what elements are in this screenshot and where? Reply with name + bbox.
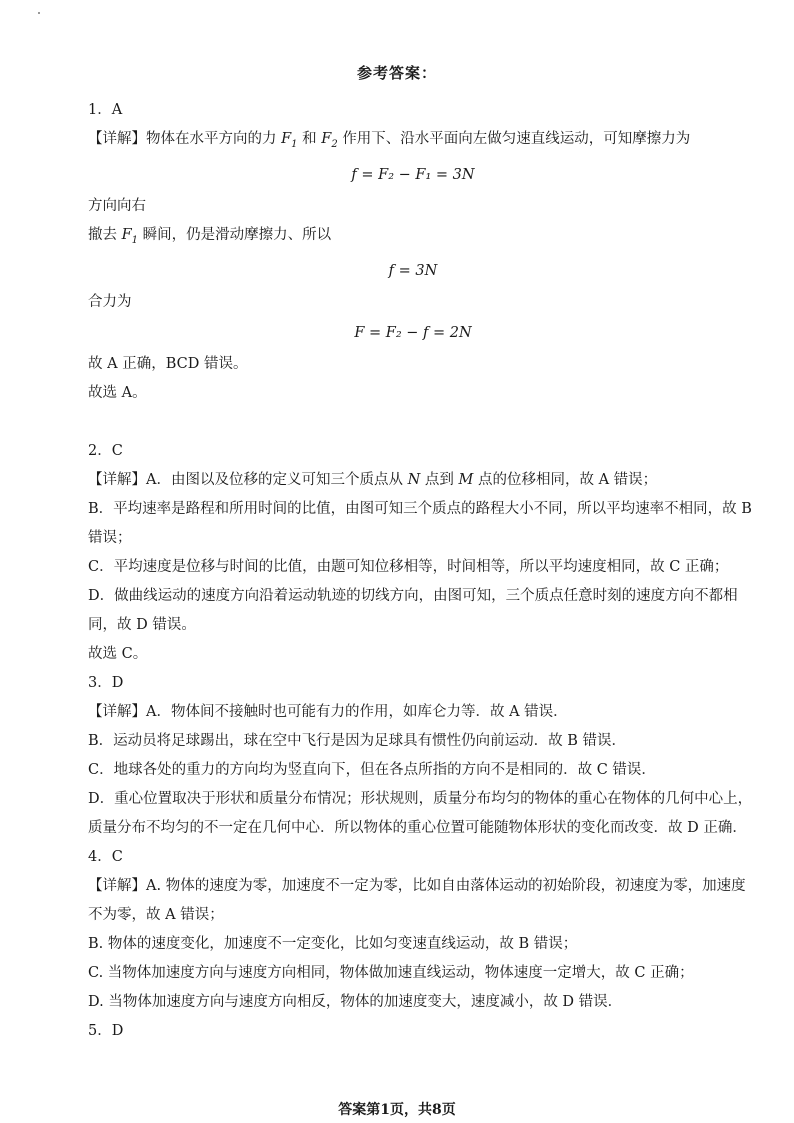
q1-text-1b: 和 (302, 131, 317, 147)
q1-tag: 【详解】 (88, 131, 146, 147)
q2-line-7: 故选 C。 (88, 645, 148, 662)
q1-line-4: 合力为 (88, 293, 132, 310)
q3-line-4: D．重心位置取决于形状和质量分布情况；形状规则，质量分布均匀的物体的重心在物体的几何中心上， (88, 790, 753, 807)
q3-line-5: 质量分布不均匀的不一定在几何中心．所以物体的重心位置可能随物体形状的变化而改变．故 D 正确． (88, 819, 747, 836)
q3-line-3: C．地球各处的重力的方向均为竖直向下，但在各点所指的方向不是相同的．故 C 错误． (88, 761, 656, 778)
page-title: 参考答案： (356, 64, 437, 82)
q2-line-3: 错误； (88, 529, 132, 546)
q4-line-1 (88, 872, 778, 901)
q5-number: 5．D (88, 1022, 124, 1039)
answer-content (88, 96, 778, 1046)
q2-text-1b: 点到 (424, 471, 454, 488)
q1-equation-2: f = 3N (388, 262, 438, 279)
q1-line-3 (88, 221, 778, 255)
var-M: M (458, 471, 474, 488)
q1-line-1 (88, 125, 778, 159)
q4-tag: 【详解】 (88, 877, 146, 894)
q1-text-1c: 作用下、沿水平面向左做匀速直线运动，可知摩擦力为 (342, 131, 691, 147)
q2-number: 2．C (88, 442, 123, 459)
q3-tag: 【详解】 (88, 703, 146, 720)
q2-line-5: D．做曲线运动的速度方向沿着运动轨迹的切线方向，由图可知，三个质点任意时刻的速度方向不都相 (88, 587, 738, 604)
q3-number: 3．D (88, 674, 124, 691)
q4-number: 4．C (88, 848, 123, 865)
q2-text-1a: A．由图以及位移的定义可知三个质点从 (146, 471, 403, 488)
page-footer: 答案第1页，共8页 (338, 1102, 456, 1118)
q4-line-4: C. 当物体加速度方向与速度方向相同，物体做加速直线运动，物体速度一定增大，故 C 正确； (88, 964, 694, 981)
q2-line-4: C．平均速度是位移与时间的比值，由题可知位移相等，时间相等，所以平均速度相同，故 C 正确； (88, 558, 729, 575)
q2-line-6: 同，故 D 错误。 (88, 616, 196, 633)
q2-tag: 【详解】 (88, 471, 146, 488)
scan-speck (38, 12, 40, 14)
q4-line-2: 不为零，故 A 错误； (88, 906, 224, 923)
q4-line-3: B. 物体的速度变化，加速度不一定变化，比如匀变速直线运动，故 B 错误； (88, 935, 578, 952)
q3-line-1 (88, 698, 778, 727)
q1-text-3a: 撤去 (88, 226, 117, 243)
var-F2: $F_2$ (321, 131, 338, 150)
q2-text-1c: 点的位移相同，故 A 错误； (477, 471, 658, 488)
q1-line-6: 故选 A。 (88, 384, 147, 401)
q2-line-1 (88, 466, 778, 495)
q2-line-2: B．平均速率是路程和所用时间的比值，由图可知三个质点的路程大小不同，所以平均速率不相同，故 B (88, 500, 752, 517)
var-F1: $F_1$ (281, 131, 298, 150)
q1-line-5: 故 A 正确，BCD 错误。 (88, 355, 248, 372)
spacer (88, 408, 778, 437)
q1-equation-3: F = F₂ − f = 2N (354, 324, 472, 341)
q3-line-2: B．运动员将足球踢出，球在空中飞行是因为足球具有惯性仍向前运动．故 B 错误． (88, 732, 627, 749)
var-N: N (407, 471, 421, 488)
q1-line-2: 方向向右 (88, 197, 146, 214)
q4-line-5: D. 当物体加速度方向与速度方向相反，物体的加速度变大，速度减小，故 D 错误． (88, 993, 623, 1010)
q4-text-1: A. 物体的速度为零，加速度不一定为零，比如自由落体运动的初始阶段，初速度为零，加速度 (146, 877, 746, 894)
q1-text-1a: 物体在水平方向的力 (146, 131, 277, 147)
q1-number: 1．A (88, 102, 123, 118)
var-F1: $F_1$ (121, 226, 139, 246)
q3-text-1: A．物体间不接触时也可能有力的作用，如库仑力等．故 A 错误． (146, 703, 568, 720)
q1-equation-1: f = F₂ − F₁ = 3N (351, 166, 475, 183)
q1-text-3b: 瞬间，仍是滑动摩擦力、所以 (142, 226, 332, 243)
